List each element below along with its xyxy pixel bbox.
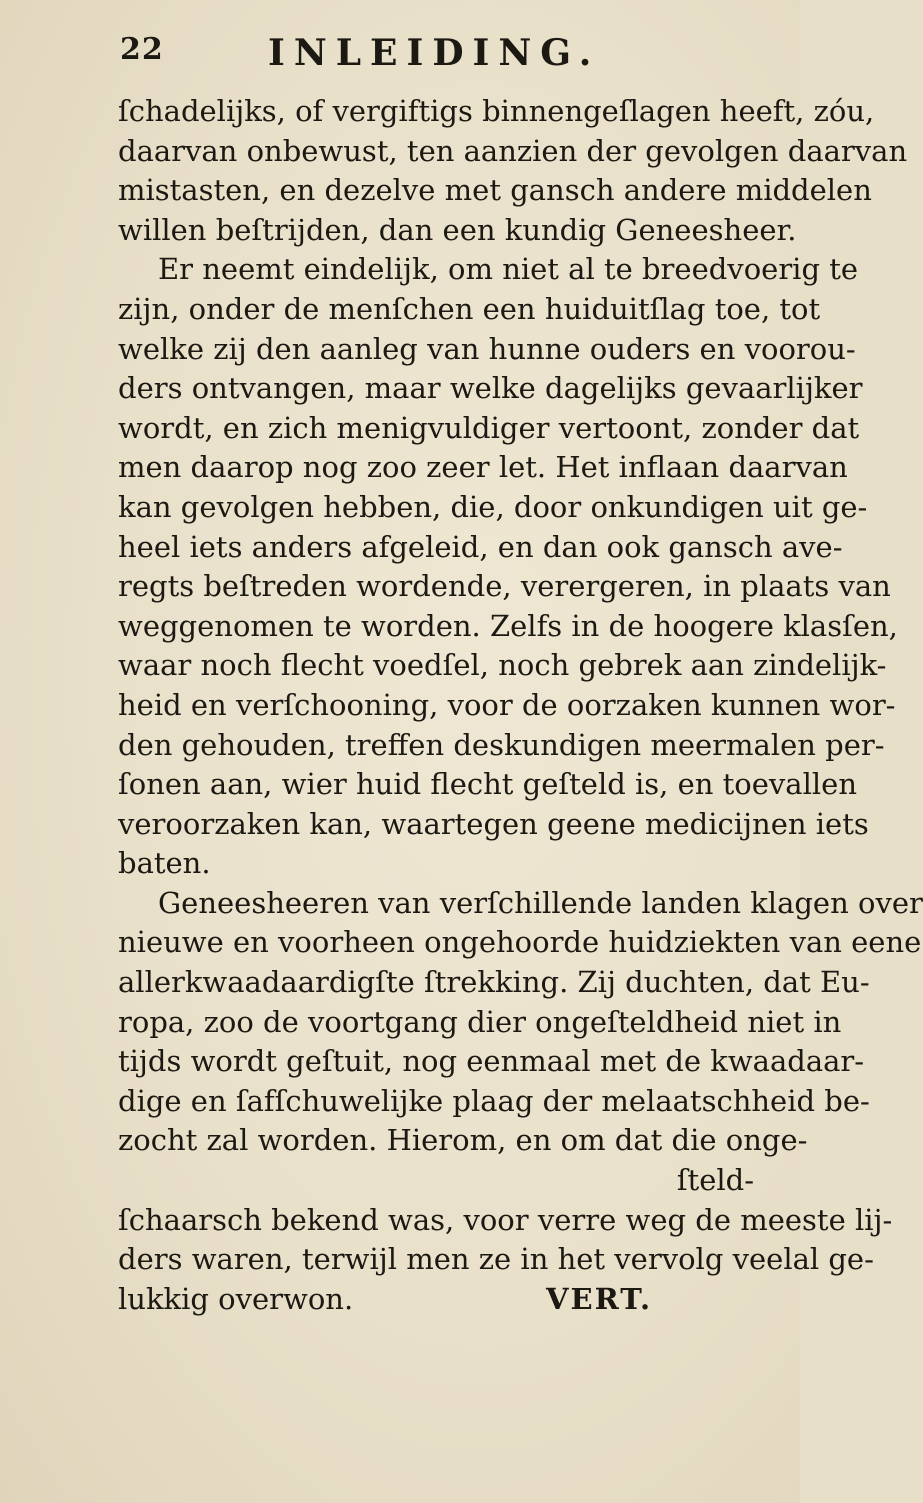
text-line: weggenomen te worden. Zelfs in de hoogere klasſen, xyxy=(118,608,898,643)
text-line: regts beſtreden wordende, verergeren, in plaats van xyxy=(118,569,891,604)
text-line: nieuwe en voorheen ongehoorde huidziekten van eene xyxy=(118,925,922,960)
page-body xyxy=(118,92,923,1319)
text-line: willen beſtrijden, dan een kundig Geneesheer. xyxy=(118,212,797,247)
text-line: ſchadelijks, of vergiftigs binnengeſlagen heeft, zóu, xyxy=(118,94,875,128)
text-line: wordt, en zich menigvuldiger vertoont, zonder dat xyxy=(118,410,860,445)
text-line: allerkwaadaardigſte ſtrekking. Zij duchten, dat Eu- xyxy=(118,965,870,1000)
text-line: Er neemt eindelijk, om niet al te breedvoerig te xyxy=(158,252,859,287)
text-line: waar noch flecht voedſel, noch gebrek aan zindelijk- xyxy=(118,648,887,683)
text-line: mistasten, en dezelve met gansch andere middelen xyxy=(118,173,872,208)
text-line: ſchaarsch bekend was, voor verre weg de meeste lij- xyxy=(118,1202,893,1237)
text-line: tijds wordt geſtuit, nog eenmaal met de kwaadaar- xyxy=(118,1044,865,1079)
text-line: ropa, zoo de voortgang dier ongeſteldheid niet in xyxy=(118,1004,842,1039)
last-line-row xyxy=(118,1280,754,1320)
text-line: heel iets anders afgeleid, en dan ook gansch ave- xyxy=(118,529,843,564)
text-line: men daarop nog zoo zeer let. Het inflaan daarvan xyxy=(118,450,848,485)
text-line: den gehouden, treffen deskundigen meermalen per- xyxy=(118,727,885,762)
text-line: ders ontvangen, maar welke dagelijks gevaarlijker xyxy=(118,371,863,406)
text-line: lukkig overwon. xyxy=(118,1281,354,1316)
text-line: heid en verſchooning, voor de oorzaken kunnen wor- xyxy=(118,687,896,722)
text-line: dige en ſafſchuwelijke plaag der melaatschheid be- xyxy=(118,1083,870,1118)
catchword: VERT. xyxy=(546,1281,653,1316)
text-line: zijn, onder de menſchen een huiduitſlag toe, tot xyxy=(118,291,821,326)
text-line: ſteld- xyxy=(676,1163,754,1198)
text-line: zocht zal worden. Hierom, en om dat die onge- xyxy=(118,1123,808,1158)
running-title: INLEIDING. xyxy=(268,32,601,74)
text-line: ders waren, terwijl men ze in het vervolg veelal ge- xyxy=(118,1242,874,1277)
page-number: 22 xyxy=(120,32,164,67)
text-line: baten. xyxy=(118,846,211,881)
text-line: kan gevolgen hebben, die, door onkundigen uit ge- xyxy=(118,489,868,524)
page-header xyxy=(120,32,680,72)
text-line: ſonen aan, wier huid flecht geſteld is, en toevallen xyxy=(118,767,857,802)
text-line: Geneesheeren van verſchillende landen klagen over xyxy=(158,885,923,920)
text-line: welke zij den aanleg van hunne ouders en voorou- xyxy=(118,331,856,366)
text-line: veroorzaken kan, waartegen geene medicijnen iets xyxy=(118,806,869,841)
text-line: daarvan onbewust, ten aanzien der gevolgen daarvan xyxy=(118,133,908,168)
